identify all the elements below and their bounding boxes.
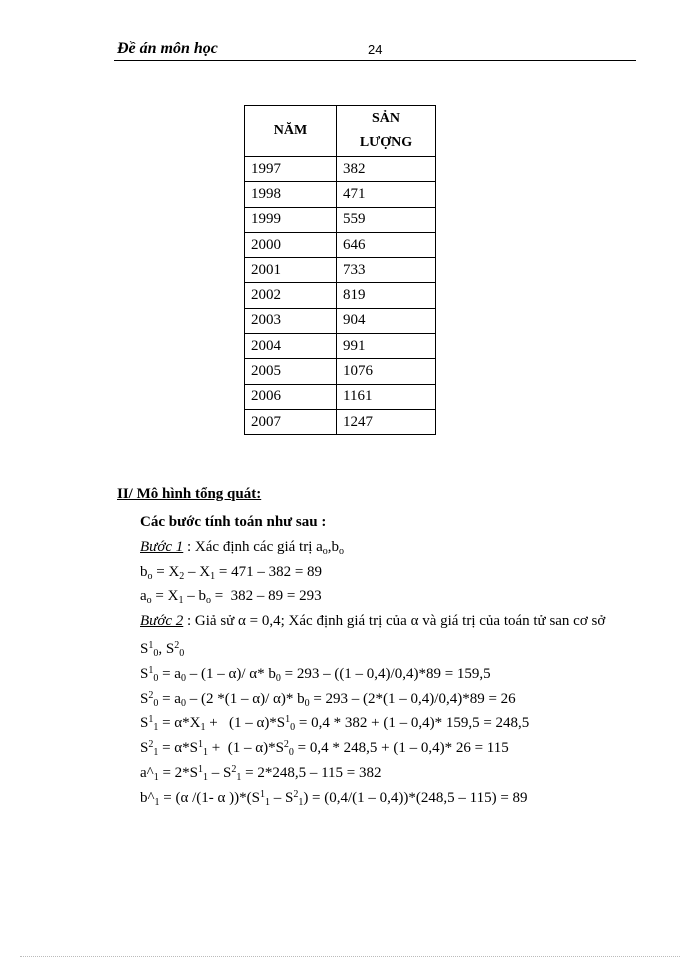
output-cell: 1247 — [337, 409, 436, 434]
output-header-line2: LƯỢNG — [359, 135, 413, 150]
year-cell: 1999 — [245, 207, 337, 232]
year-cell: 2000 — [245, 232, 337, 257]
table-row — [245, 258, 436, 283]
table-row — [245, 359, 436, 384]
step2-text: : Giả sử α = 0,4; Xác định giá trị của α và giá trị của toán tử san cơ sở — [183, 613, 606, 630]
table-row — [245, 384, 436, 409]
output-cell: 382 — [337, 157, 436, 182]
steps-intro: Các bước tính toán như sau : — [140, 514, 327, 530]
output-cell: 733 — [337, 258, 436, 283]
year-cell: 1997 — [245, 157, 337, 182]
output-cell: 1161 — [337, 384, 436, 409]
year-cell: 2006 — [245, 384, 337, 409]
formula-s1-0: $S^1_0 = a_0 - (1 - \alpha)/$ α* $b_0 = 293 - ((1 - 0,4)/0,4)*89 = 159,5$ — [140, 664, 491, 684]
step1-label: Bước 1 — [140, 538, 184, 555]
output-column-header — [337, 106, 436, 157]
year-cell: 2003 — [245, 308, 337, 333]
document-title: Đề án môn học — [117, 40, 218, 57]
output-header-line1: SẢN — [371, 111, 400, 126]
year-cell: 1998 — [245, 182, 337, 207]
formula-a0: $a_o = X_1 - b_o = 382 - 89 = 293$ — [140, 588, 322, 607]
page-number: 24 — [368, 42, 383, 57]
table-row — [245, 283, 436, 308]
table-row — [245, 232, 436, 257]
formula-b0: $b_o = X_2 - X_1 = 471 - 382 = 89$ — [140, 563, 323, 582]
year-cell: 2007 — [245, 409, 337, 434]
computation-steps — [140, 510, 680, 808]
formula-s-symbols: $S^1_0$, $S^2_0$ — [140, 639, 185, 659]
step2-line — [140, 609, 680, 634]
page-bottom-divider — [20, 956, 680, 957]
header-divider — [114, 60, 636, 61]
table-row — [245, 207, 436, 232]
formula-s2-1: $S^2_1 = \alpha*S^1_1 + (1 - \alpha)*S^2_0 = 0,4 * 248,5 + (1 - 0,4)*$ 26 = 115 — [140, 739, 509, 759]
output-cell: 559 — [337, 207, 436, 232]
formula-a-hat: $a\^{}_1 = 2*S^1_1 - S^2_1 = 2*248,5 - 115 = 382$ — [140, 763, 382, 783]
table-row — [245, 409, 436, 434]
table-header-row — [245, 106, 436, 157]
formula-s2-0: $S^2_0 = a_0 - (2$ *(1 – α)/ α)* $b_0 = 293 - (2*(1 - 0,4)/0,4)*89 = 26$ — [140, 689, 516, 709]
table-row — [245, 157, 436, 182]
table-row — [245, 308, 436, 333]
table-row — [245, 334, 436, 359]
output-cell: 991 — [337, 334, 436, 359]
year-cell: 2002 — [245, 283, 337, 308]
step2-label: Bước 2 — [140, 613, 184, 630]
step1-line: Bước 1 : Xác định các giá trị $a_o,b_o$ — [140, 538, 345, 557]
formula-s1-1: $S^1_1 = \alpha*X_1 + (1 - \alpha)*S^1_0 = 0,4 * 382 + (1 - 0,4)*$ 159,5 = 248,5 — [140, 714, 530, 734]
year-cell: 2001 — [245, 258, 337, 283]
year-cell: 2005 — [245, 359, 337, 384]
step1-text: : Xác định các giá trị a — [183, 538, 323, 555]
output-cell: 819 — [337, 283, 436, 308]
output-cell: 646 — [337, 232, 436, 257]
year-cell: 2004 — [245, 334, 337, 359]
year-column-header: NĂM — [245, 106, 337, 157]
output-cell: 904 — [337, 308, 436, 333]
formula-b-hat: $b\^{}_1 = (\alpha$ /(1- α ))$*(S^1_1 - S^2_1) = (0,4/(1 - 0,4))*(248,5 - 115) = 89$ — [140, 788, 528, 808]
output-cell: 1076 — [337, 359, 436, 384]
production-table — [244, 105, 436, 435]
section-heading: II/ Mô hình tổng quát: — [117, 486, 262, 502]
output-cell: 471 — [337, 182, 436, 207]
table-row — [245, 182, 436, 207]
